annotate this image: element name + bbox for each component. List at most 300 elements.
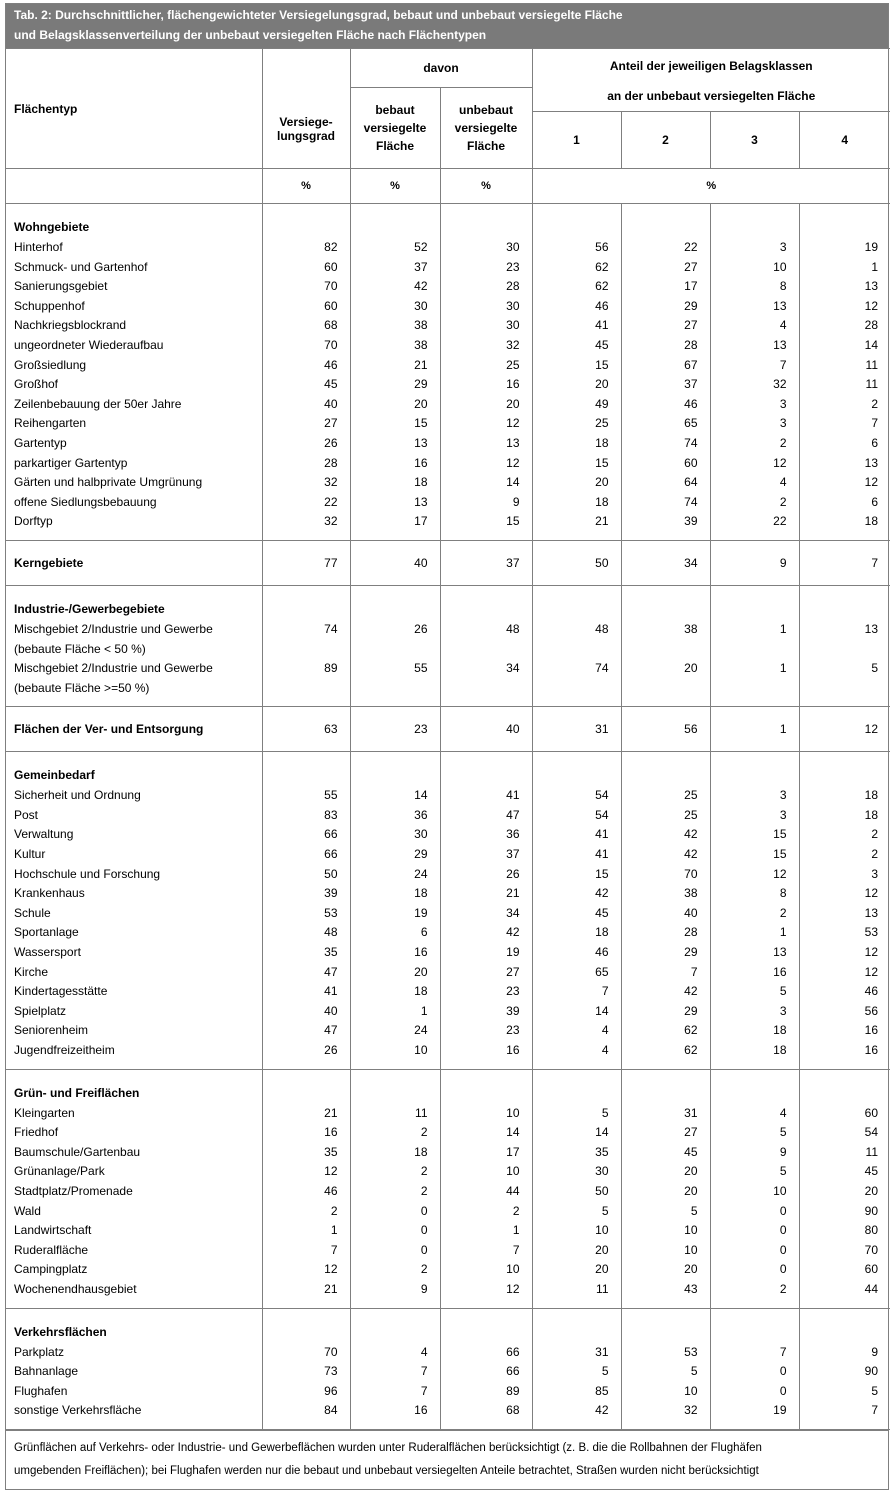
cell-bebaut <box>350 212 440 238</box>
cell-klasse-2: 38 <box>621 884 710 904</box>
footnote-line-2: umgebenden Freiflächen); bei Flughafen werden nur die bebaut und unbebaut versiegelten Anteile betrachtet, Straßen wurden nicht berücksichtigt <box>14 1464 759 1477</box>
spacer-cell <box>621 532 710 541</box>
cell-versiegelungsgrad: 40 <box>262 395 350 415</box>
cell-klasse-1: 85 <box>532 1382 621 1402</box>
cell-bebaut: 55 <box>350 659 440 679</box>
spacer-cell <box>799 1061 890 1070</box>
cell-unbebaut <box>440 1317 532 1343</box>
spacer-cell <box>262 204 350 213</box>
cell-name: Verwaltung <box>14 827 74 842</box>
unit-bebaut: % <box>350 169 440 204</box>
cell-klasse-2: 34 <box>621 549 710 577</box>
table-row <box>6 865 890 885</box>
spacer-cell <box>262 1308 350 1317</box>
table-row <box>6 493 890 513</box>
cell-name: Baumschule/Gartenbau <box>14 1144 141 1159</box>
cell-klasse-4: 11 <box>799 356 890 376</box>
group-title: Gemeinbedarf <box>14 768 95 783</box>
cell-unbebaut: 14 <box>440 1123 532 1143</box>
cell-klasse-1: 65 <box>532 963 621 983</box>
cell-klasse-4: 7 <box>799 549 890 577</box>
spacer-cell <box>262 698 350 707</box>
row-spacer <box>6 1061 890 1070</box>
cell-versiegelungsgrad: 39 <box>262 884 350 904</box>
cell-versiegelungsgrad: 66 <box>262 845 350 865</box>
footnote <box>6 1430 888 1489</box>
cell-klasse-3: 12 <box>710 454 799 474</box>
spacer-cell <box>440 585 532 594</box>
spacer-cell <box>532 1069 621 1078</box>
cell-klasse-2: 25 <box>621 786 710 806</box>
cell-klasse-3: 16 <box>710 963 799 983</box>
table-row <box>6 316 890 336</box>
spacer-cell <box>799 698 890 707</box>
cell-klasse-3: 10 <box>710 1182 799 1202</box>
cell-unbebaut: 13 <box>440 434 532 454</box>
cell-name: Spielplatz <box>14 1003 67 1018</box>
cell-klasse-2: 40 <box>621 904 710 924</box>
cell-klasse-1: 10 <box>532 1221 621 1241</box>
cell-unbebaut: 89 <box>440 1382 532 1402</box>
table-row <box>6 806 890 826</box>
spacer-cell <box>262 1069 350 1078</box>
cell-klasse-2 <box>621 1078 710 1104</box>
spacer-cell <box>621 1308 710 1317</box>
cell-klasse-2: 60 <box>621 454 710 474</box>
cell-klasse-2: 27 <box>621 258 710 278</box>
spacer-cell <box>6 532 262 541</box>
cell-klasse-4: 7 <box>799 414 890 434</box>
cell-klasse-2: 10 <box>621 1241 710 1261</box>
cell-klasse-3: 3 <box>710 786 799 806</box>
cell-klasse-3 <box>710 760 799 786</box>
spacer-cell <box>6 707 262 716</box>
cell-unbebaut: 48 <box>440 620 532 640</box>
cell-klasse-4: 2 <box>799 395 890 415</box>
cell-name: Sportanlage <box>14 925 79 940</box>
cell-klasse-2: 25 <box>621 806 710 826</box>
cell-versiegelungsgrad <box>262 1317 350 1343</box>
title-line-2: und Belagsklassenverteilung der unbebaut versiegelten Fläche nach Flächentypen <box>14 28 487 42</box>
cell-klasse-2: 10 <box>621 1382 710 1402</box>
cell-klasse-2: 43 <box>621 1280 710 1300</box>
cell-klasse-2: 67 <box>621 356 710 376</box>
cell-klasse-4: 12 <box>799 884 890 904</box>
cell-klasse-1: 45 <box>532 336 621 356</box>
cell-versiegelungsgrad: 21 <box>262 1280 350 1300</box>
cell-versiegelungsgrad: 2 <box>262 1202 350 1222</box>
cell-klasse-4: 54 <box>799 1123 890 1143</box>
cell-name: Seniorenheim <box>14 1023 89 1038</box>
spacer-cell <box>440 204 532 213</box>
table-row <box>6 620 890 640</box>
cell-unbebaut: 19 <box>440 943 532 963</box>
cell-klasse-1: 62 <box>532 277 621 297</box>
table-row <box>6 434 890 454</box>
cell-name: Gärten und halbprivate Umgrünung <box>14 475 203 490</box>
header-davon: davon <box>350 49 532 88</box>
spacer-cell <box>440 1061 532 1070</box>
cell-unbebaut: 9 <box>440 493 532 513</box>
cell-unbebaut: 23 <box>440 1021 532 1041</box>
cell-unbebaut: 37 <box>440 845 532 865</box>
spacer-cell <box>6 1300 262 1309</box>
cell-versiegelungsgrad: 40 <box>262 1002 350 1022</box>
spacer-cell <box>799 752 890 761</box>
spacer-cell <box>350 577 440 586</box>
cell-bebaut: 29 <box>350 375 440 395</box>
group-title: Verkehrsflächen <box>14 1324 107 1339</box>
cell-unbebaut: 34 <box>440 904 532 924</box>
cell-name: Nachkriegsblockrand <box>14 318 127 333</box>
table-body <box>6 204 890 1430</box>
cell-klasse-3: 2 <box>710 1280 799 1300</box>
cell-bebaut <box>350 1078 440 1104</box>
spacer-cell <box>621 585 710 594</box>
spacer-cell <box>621 752 710 761</box>
table-row <box>6 1202 890 1222</box>
table-row <box>6 1123 890 1143</box>
cell-unbebaut: 12 <box>440 1280 532 1300</box>
cell-klasse-1: 42 <box>532 1401 621 1421</box>
cell-versiegelungsgrad: 12 <box>262 1162 350 1182</box>
cell-bebaut <box>350 760 440 786</box>
cell-klasse-3 <box>710 1078 799 1104</box>
cell-klasse-3: 8 <box>710 277 799 297</box>
cell-klasse-1 <box>532 1317 621 1343</box>
cell-bebaut: 10 <box>350 1041 440 1061</box>
spacer-cell <box>440 743 532 752</box>
cell-klasse-1: 20 <box>532 1241 621 1261</box>
cell-name: Kultur <box>14 847 46 862</box>
table-row <box>6 1343 890 1363</box>
cell-klasse-4: 46 <box>799 982 890 1002</box>
cell-klasse-3: 7 <box>710 1343 799 1363</box>
cell-versiegelungsgrad: 46 <box>262 1182 350 1202</box>
cell-versiegelungsgrad <box>262 640 350 660</box>
table-row <box>6 395 890 415</box>
spacer-cell <box>350 1300 440 1309</box>
row-spacer <box>6 585 890 594</box>
cell-bebaut: 21 <box>350 356 440 376</box>
cell-unbebaut: 2 <box>440 1202 532 1222</box>
cell-klasse-1: 7 <box>532 982 621 1002</box>
cell-klasse-1 <box>532 679 621 699</box>
spacer-cell <box>621 1300 710 1309</box>
cell-bebaut: 2 <box>350 1182 440 1202</box>
cell-klasse-1 <box>532 640 621 660</box>
table-row <box>6 297 890 317</box>
cell-unbebaut: 44 <box>440 1182 532 1202</box>
cell-versiegelungsgrad: 22 <box>262 493 350 513</box>
cell-klasse-2 <box>621 212 710 238</box>
cell-bebaut <box>350 640 440 660</box>
cell-unbebaut <box>440 594 532 620</box>
cell-klasse-3: 13 <box>710 943 799 963</box>
unit-versiegelungsgrad: % <box>262 169 350 204</box>
cell-klasse-1: 62 <box>532 258 621 278</box>
cell-versiegelungsgrad: 26 <box>262 434 350 454</box>
cell-name: Sicherheit und Ordnung <box>14 788 141 803</box>
cell-klasse-2: 62 <box>621 1021 710 1041</box>
table-row <box>6 336 890 356</box>
cell-name: Schuppenhof <box>14 298 85 313</box>
cell-klasse-1: 45 <box>532 904 621 924</box>
cell-bebaut <box>350 1317 440 1343</box>
cell-unbebaut: 15 <box>440 512 532 532</box>
cell-versiegelungsgrad: 26 <box>262 1041 350 1061</box>
spacer-cell <box>6 1061 262 1070</box>
cell-klasse-1: 46 <box>532 297 621 317</box>
spacer-cell <box>710 540 799 549</box>
spacer-cell <box>350 1421 440 1430</box>
spacer-cell <box>621 743 710 752</box>
cell-klasse-4: 70 <box>799 1241 890 1261</box>
cell-klasse-2: 70 <box>621 865 710 885</box>
cell-name: (bebaute Fläche >=50 %) <box>14 680 150 695</box>
table-row <box>6 679 890 699</box>
cell-bebaut: 26 <box>350 620 440 640</box>
spacer-cell <box>440 540 532 549</box>
cell-klasse-1: 31 <box>532 715 621 743</box>
spacer-cell <box>440 1421 532 1430</box>
cell-versiegelungsgrad: 47 <box>262 963 350 983</box>
spacer-cell <box>6 1308 262 1317</box>
cell-klasse-4: 12 <box>799 943 890 963</box>
cell-klasse-4: 53 <box>799 923 890 943</box>
cell-unbebaut: 23 <box>440 258 532 278</box>
spacer-cell <box>621 698 710 707</box>
cell-versiegelungsgrad: 27 <box>262 414 350 434</box>
cell-klasse-3: 9 <box>710 549 799 577</box>
cell-unbebaut <box>440 1078 532 1104</box>
spacer-cell <box>799 585 890 594</box>
cell-klasse-3: 22 <box>710 512 799 532</box>
header-klasse-4: 4 <box>799 112 890 169</box>
cell-klasse-3: 0 <box>710 1241 799 1261</box>
cell-klasse-4: 60 <box>799 1260 890 1280</box>
cell-klasse-1: 54 <box>532 806 621 826</box>
cell-name: Post <box>14 807 39 822</box>
row-spacer <box>6 1069 890 1078</box>
cell-klasse-1: 41 <box>532 316 621 336</box>
cell-bebaut: 7 <box>350 1382 440 1402</box>
cell-klasse-2: 74 <box>621 434 710 454</box>
cell-klasse-3: 0 <box>710 1221 799 1241</box>
cell-klasse-2: 17 <box>621 277 710 297</box>
spacer-cell <box>799 1308 890 1317</box>
spacer-cell <box>440 1069 532 1078</box>
cell-versiegelungsgrad: 7 <box>262 1241 350 1261</box>
table-row <box>6 258 890 278</box>
header-unbebaut-text: unbebaut versiegelte Fläche <box>454 103 518 153</box>
cell-klasse-4: 45 <box>799 1162 890 1182</box>
cell-bebaut: 16 <box>350 943 440 963</box>
spacer-cell <box>262 1300 350 1309</box>
cell-unbebaut: 36 <box>440 825 532 845</box>
cell-klasse-2 <box>621 760 710 786</box>
header-versiegelungsgrad <box>262 49 350 169</box>
cell-klasse-3: 12 <box>710 865 799 885</box>
cell-unbebaut: 40 <box>440 715 532 743</box>
cell-name: Wald <box>14 1203 41 1218</box>
spacer-cell <box>799 1069 890 1078</box>
cell-name: Mischgebiet 2/Industrie und Gewerbe <box>14 621 213 636</box>
cell-bebaut: 17 <box>350 512 440 532</box>
cell-klasse-2: 5 <box>621 1362 710 1382</box>
cell-unbebaut: 30 <box>440 316 532 336</box>
spacer-cell <box>710 1421 799 1430</box>
row-spacer <box>6 752 890 761</box>
table-row <box>6 1241 890 1261</box>
cell-klasse-3: 5 <box>710 1123 799 1143</box>
cell-klasse-2: 37 <box>621 375 710 395</box>
cell-versiegelungsgrad <box>262 212 350 238</box>
cell-versiegelungsgrad: 32 <box>262 473 350 493</box>
cell-unbebaut: 14 <box>440 473 532 493</box>
cell-klasse-3: 2 <box>710 493 799 513</box>
spacer-cell <box>532 743 621 752</box>
cell-klasse-4: 44 <box>799 1280 890 1300</box>
cell-versiegelungsgrad: 89 <box>262 659 350 679</box>
cell-bebaut: 42 <box>350 277 440 297</box>
cell-bebaut: 7 <box>350 1362 440 1382</box>
cell-klasse-4: 6 <box>799 493 890 513</box>
cell-name: Großsiedlung <box>14 357 87 372</box>
cell-unbebaut: 66 <box>440 1343 532 1363</box>
cell-klasse-3: 2 <box>710 434 799 454</box>
cell-klasse-4: 19 <box>799 238 890 258</box>
cell-klasse-3: 18 <box>710 1021 799 1041</box>
cell-unbebaut <box>440 679 532 699</box>
cell-klasse-2: 20 <box>621 1182 710 1202</box>
spacer-cell <box>532 585 621 594</box>
spacer-cell <box>6 540 262 549</box>
cell-bebaut: 0 <box>350 1202 440 1222</box>
spacer-cell <box>262 1061 350 1070</box>
cell-versiegelungsgrad: 21 <box>262 1104 350 1124</box>
cell-versiegelungsgrad: 35 <box>262 1143 350 1163</box>
spacer-cell <box>350 204 440 213</box>
spacer-cell <box>799 532 890 541</box>
cell-versiegelungsgrad: 77 <box>262 549 350 577</box>
cell-klasse-2: 74 <box>621 493 710 513</box>
spacer-cell <box>710 1308 799 1317</box>
cell-klasse-1: 14 <box>532 1123 621 1143</box>
table-row <box>6 1401 890 1421</box>
cell-klasse-4: 13 <box>799 454 890 474</box>
cell-klasse-2: 53 <box>621 1343 710 1363</box>
cell-klasse-3: 4 <box>710 316 799 336</box>
cell-bebaut: 2 <box>350 1123 440 1143</box>
cell-bebaut: 0 <box>350 1241 440 1261</box>
cell-unbebaut: 20 <box>440 395 532 415</box>
header-anteil-line1: Anteil der jeweiligen Belagsklassen <box>609 59 813 73</box>
cell-klasse-4: 12 <box>799 473 890 493</box>
cell-klasse-3: 2 <box>710 904 799 924</box>
spacer-cell <box>350 1069 440 1078</box>
cell-unbebaut: 32 <box>440 336 532 356</box>
spacer-cell <box>6 743 262 752</box>
group-header-row <box>6 1078 890 1104</box>
cell-klasse-1: 50 <box>532 1182 621 1202</box>
cell-name: Campingplatz <box>14 1262 88 1277</box>
cell-bebaut: 24 <box>350 1021 440 1041</box>
cell-name: Bahnanlage <box>14 1364 79 1379</box>
cell-klasse-2 <box>621 679 710 699</box>
cell-klasse-1: 48 <box>532 620 621 640</box>
spacer-cell <box>799 540 890 549</box>
cell-klasse-4 <box>799 640 890 660</box>
cell-bebaut: 30 <box>350 825 440 845</box>
spacer-cell <box>440 752 532 761</box>
spacer-cell <box>710 532 799 541</box>
table-row <box>6 1382 890 1402</box>
cell-versiegelungsgrad: 96 <box>262 1382 350 1402</box>
table-row <box>6 1041 890 1061</box>
spacer-cell <box>799 204 890 213</box>
spacer-cell <box>621 707 710 716</box>
cell-klasse-2: 39 <box>621 512 710 532</box>
table-row <box>6 943 890 963</box>
group-summary-row <box>6 715 890 743</box>
spacer-cell <box>262 752 350 761</box>
cell-klasse-4: 18 <box>799 786 890 806</box>
cell-bebaut: 6 <box>350 923 440 943</box>
cell-unbebaut <box>440 640 532 660</box>
cell-klasse-3: 0 <box>710 1362 799 1382</box>
row-spacer <box>6 1308 890 1317</box>
cell-name: Parkplatz <box>14 1344 65 1359</box>
table-row <box>6 1182 890 1202</box>
cell-klasse-2: 28 <box>621 336 710 356</box>
cell-bebaut: 52 <box>350 238 440 258</box>
spacer-cell <box>621 540 710 549</box>
cell-klasse-4: 2 <box>799 825 890 845</box>
cell-klasse-1: 54 <box>532 786 621 806</box>
cell-klasse-1: 41 <box>532 825 621 845</box>
header-klasse-2: 2 <box>621 112 710 169</box>
group-header-row <box>6 594 890 620</box>
header-klasse-3: 3 <box>710 112 799 169</box>
cell-unbebaut: 66 <box>440 1362 532 1382</box>
cell-klasse-2: 27 <box>621 1123 710 1143</box>
spacer-cell <box>532 698 621 707</box>
cell-klasse-3 <box>710 1317 799 1343</box>
spacer-cell <box>621 1069 710 1078</box>
table-row <box>6 1143 890 1163</box>
cell-klasse-3: 15 <box>710 845 799 865</box>
cell-klasse-1: 25 <box>532 414 621 434</box>
spacer-cell <box>262 1421 350 1430</box>
cell-unbebaut: 17 <box>440 1143 532 1163</box>
spacer-cell <box>350 1308 440 1317</box>
cell-versiegelungsgrad: 73 <box>262 1362 350 1382</box>
cell-name: Hochschule und Forschung <box>14 866 161 881</box>
cell-bebaut: 16 <box>350 1401 440 1421</box>
cell-versiegelungsgrad: 60 <box>262 297 350 317</box>
cell-unbebaut: 10 <box>440 1104 532 1124</box>
cell-bebaut: 37 <box>350 258 440 278</box>
cell-klasse-4: 2 <box>799 845 890 865</box>
cell-versiegelungsgrad: 70 <box>262 1343 350 1363</box>
cell-klasse-4: 12 <box>799 715 890 743</box>
spacer-cell <box>6 1421 262 1430</box>
spacer-cell <box>440 1300 532 1309</box>
spacer-cell <box>262 540 350 549</box>
cell-unbebaut: 10 <box>440 1260 532 1280</box>
cell-versiegelungsgrad: 48 <box>262 923 350 943</box>
